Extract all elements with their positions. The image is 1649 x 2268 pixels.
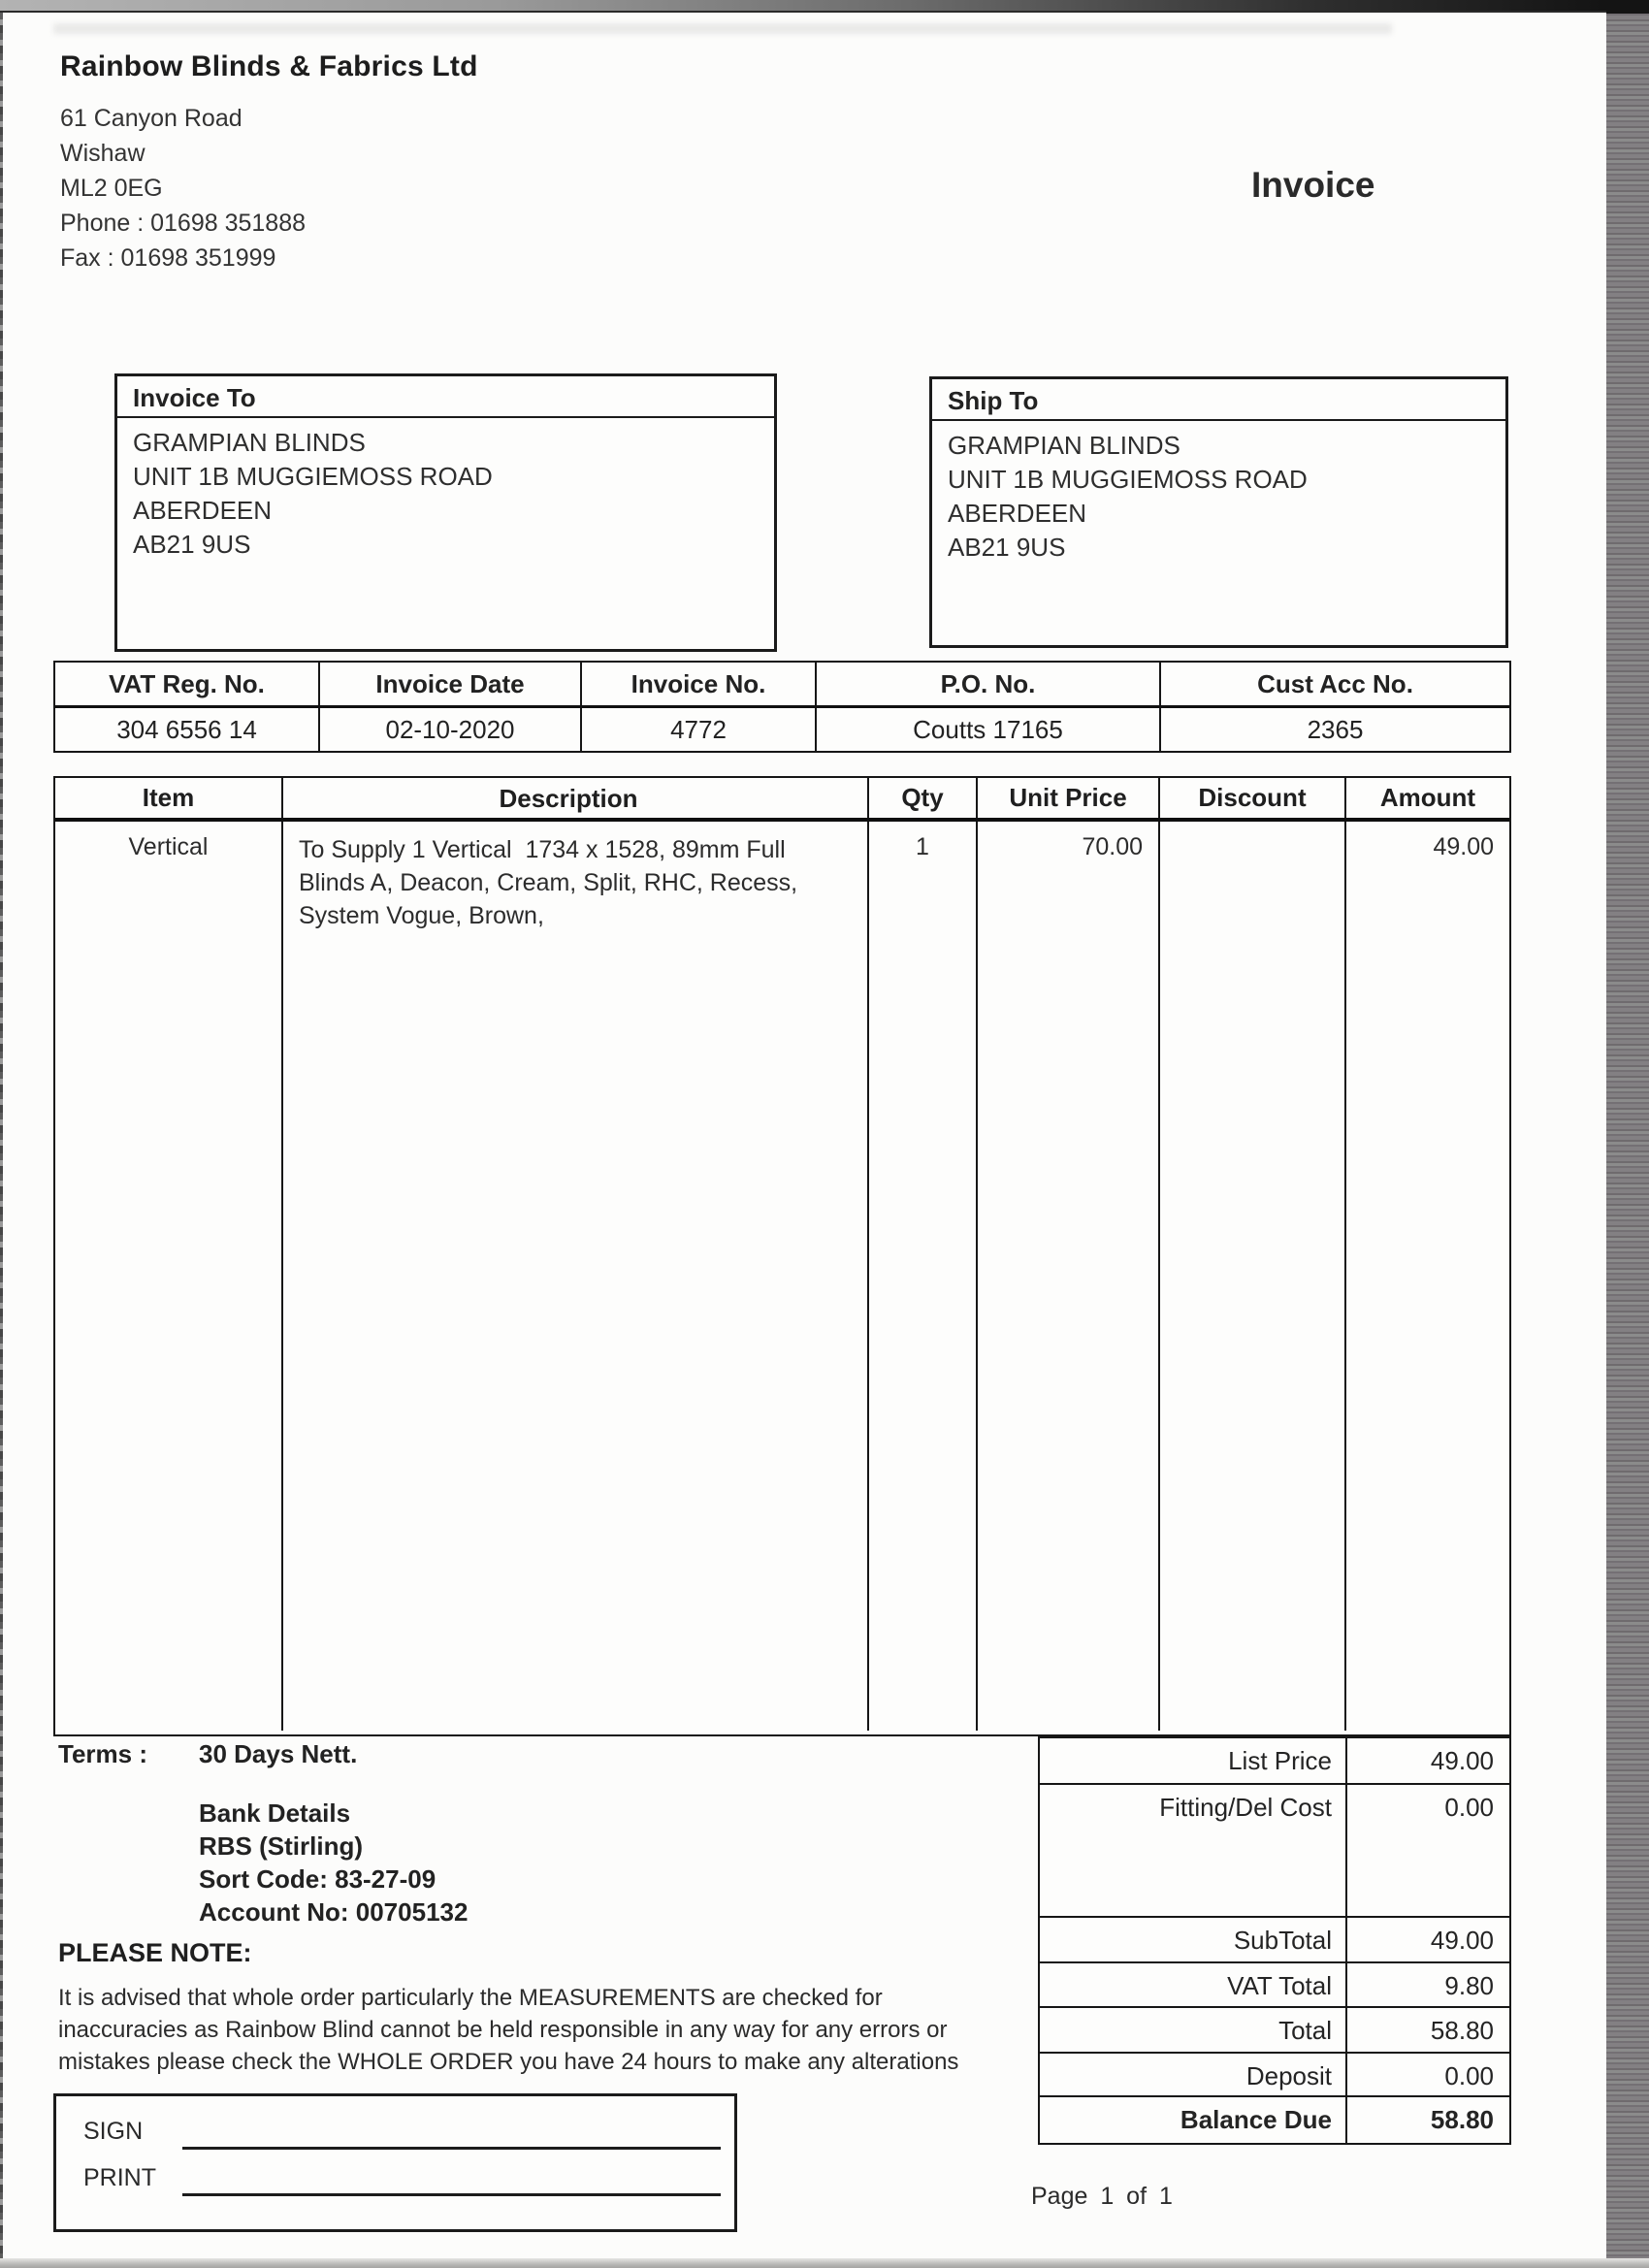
terms-label: Terms : — [58, 1739, 147, 1768]
invoice-date-header: Invoice Date — [320, 663, 582, 705]
description-line: To Supply 1 Vertical 1734 x 1528, 89mm Full — [299, 836, 786, 863]
item-qty-cell: 1 — [869, 822, 978, 1731]
total-value: 58.80 — [1345, 2008, 1509, 2052]
cust-acc-value: 2365 — [1307, 714, 1364, 744]
unit-price-header: Unit Price — [978, 778, 1160, 818]
bank-sort-code: Sort Code: 83-27-09 — [199, 1864, 436, 1894]
company-block — [60, 50, 478, 275]
fitting-cost-value: 0.00 — [1345, 1785, 1509, 1916]
note-line: mistakes please check the WHOLE ORDER you have 24 hours to make any alterations — [58, 2049, 959, 2075]
company-phone: Phone : 01698 351888 — [60, 210, 307, 237]
note-line: inaccuracies as Rainbow Blind cannot be held responsible in any way for any errors or — [58, 2017, 948, 2043]
sign-label: SIGN — [83, 2118, 144, 2145]
item-amount-cell: 49.00 — [1433, 833, 1494, 860]
invoice-to-line: AB21 9US — [133, 530, 251, 559]
fitting-cost-label: Fitting/Del Cost — [1159, 1793, 1332, 1822]
subtotal-value: 49.00 — [1345, 1918, 1509, 1961]
item-unit-price-cell: 70.00 — [978, 822, 1160, 1731]
company-name: Rainbow Blinds & Fabrics Ltd — [60, 50, 478, 82]
po-no-value: Coutts 17165 — [817, 708, 1161, 751]
ship-to-line: AB21 9US — [948, 533, 1066, 562]
deposit-value: 0.00 — [1345, 2054, 1509, 2095]
ship-to-address — [932, 421, 1505, 565]
vat-total-value: 9.80 — [1345, 1963, 1509, 2006]
ship-to-line: UNIT 1B MUGGIEMOSS ROAD — [948, 465, 1308, 494]
please-note-text — [58, 1982, 958, 2078]
terms-value: 30 Days Nett. — [199, 1739, 358, 1768]
vat-reg-value: 304 6556 14 — [55, 708, 320, 751]
note-line: It is advised that whole order particularly the MEASUREMENTS are checked for — [58, 1985, 883, 2011]
scan-edge-top — [0, 0, 1649, 13]
list-price-label: List Price — [1228, 1746, 1332, 1775]
items-header-row — [55, 778, 1509, 822]
page-number: Page 1 of 1 — [1031, 2183, 1173, 2210]
info-header-row — [55, 663, 1509, 708]
subtotal-label: SubTotal — [1233, 1926, 1332, 1955]
item-header: Item — [55, 778, 283, 818]
list-price-value: 49.00 — [1345, 1738, 1509, 1783]
invoice-to-label: Invoice To — [117, 376, 774, 418]
invoice-to-address — [117, 418, 774, 562]
company-fax: Fax : 01698 351999 — [60, 244, 276, 272]
qty-header: Qty — [869, 778, 978, 818]
bank-details-title: Bank Details — [199, 1798, 351, 1828]
sign-line — [182, 2147, 721, 2150]
deposit-row — [1040, 2054, 1509, 2097]
company-address-line: Wishaw — [60, 140, 146, 167]
ship-to-label: Ship To — [932, 379, 1505, 421]
invoice-to-line: UNIT 1B MUGGIEMOSS ROAD — [133, 462, 493, 491]
item-row — [55, 822, 1509, 1731]
print-line — [182, 2193, 721, 2196]
fitting-cost-row — [1040, 1785, 1509, 1918]
balance-due-value: 58.80 — [1345, 2097, 1509, 2143]
cust-acc-header: Cust Acc No. — [1257, 668, 1413, 698]
scan-edge-left — [0, 13, 3, 2268]
invoice-no-header: Invoice No. — [582, 663, 817, 705]
description-line: System Vogue, Brown, — [299, 902, 544, 929]
list-price-row — [1040, 1738, 1509, 1785]
please-note-title: PLEASE NOTE: — [58, 1938, 252, 1967]
balance-due-row — [1040, 2097, 1509, 2143]
invoice-no-value: 4772 — [582, 708, 817, 751]
bank-account-no: Account No: 00705132 — [199, 1897, 469, 1927]
company-address-line: 61 Canyon Road — [60, 105, 242, 132]
po-no-header: P.O. No. — [817, 663, 1161, 705]
ship-to-line: ABERDEEN — [948, 499, 1087, 528]
deposit-label: Deposit — [1245, 2061, 1332, 2090]
invoice-date-value: 02-10-2020 — [320, 708, 582, 751]
signature-box — [53, 2093, 737, 2232]
print-label: PRINT — [83, 2164, 156, 2191]
description-header: Description — [283, 778, 869, 818]
totals-table — [1038, 1736, 1511, 2145]
vat-reg-header: VAT Reg. No. — [55, 663, 320, 705]
ship-to-box — [929, 376, 1508, 648]
company-address — [60, 101, 478, 275]
invoice-info-table — [53, 661, 1511, 753]
total-row — [1040, 2008, 1509, 2054]
company-address-line: ML2 0EG — [60, 175, 163, 202]
item-description-cell — [283, 822, 869, 1731]
description-line: Blinds A, Deacon, Cream, Split, RHC, Recess, — [299, 869, 798, 896]
bank-name: RBS (Stirling) — [199, 1831, 363, 1861]
amount-header: Amount — [1379, 783, 1476, 812]
scan-smudge — [53, 23, 1392, 34]
invoice-to-line: ABERDEEN — [133, 496, 273, 525]
invoice-to-line: GRAMPIAN BLINDS — [133, 428, 366, 457]
ship-to-line: GRAMPIAN BLINDS — [948, 431, 1180, 460]
line-items-table — [53, 776, 1511, 1736]
balance-due-label: Balance Due — [1180, 2105, 1332, 2134]
item-name-cell: Vertical — [55, 822, 283, 1731]
discount-header: Discount — [1160, 778, 1346, 818]
scan-edge-bottom — [0, 2258, 1649, 2268]
subtotal-row — [1040, 1918, 1509, 1963]
scan-edge-right — [1606, 0, 1649, 2268]
item-discount-cell — [1160, 822, 1346, 1731]
bank-details-block — [199, 1797, 468, 1928]
vat-total-row — [1040, 1963, 1509, 2008]
invoice-to-box — [114, 373, 777, 652]
vat-total-label: VAT Total — [1227, 1971, 1332, 2000]
document-title: Invoice — [1251, 165, 1375, 205]
total-label: Total — [1278, 2016, 1332, 2045]
info-value-row — [55, 708, 1509, 751]
